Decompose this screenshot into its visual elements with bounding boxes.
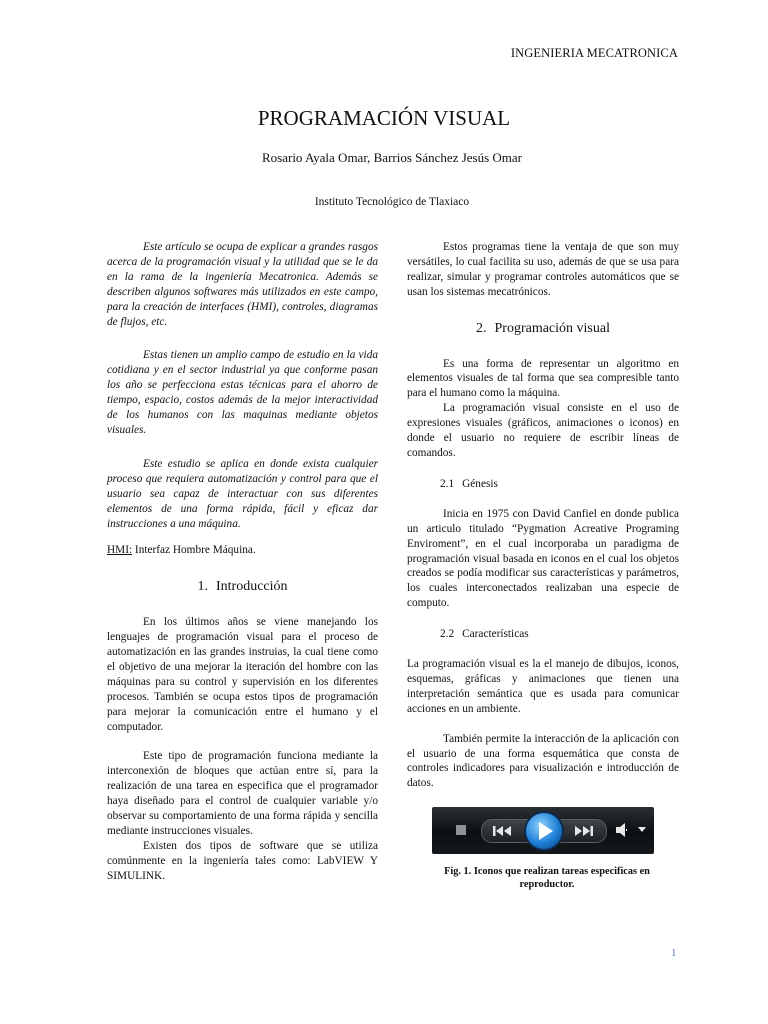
right-column [407, 240, 679, 891]
hmi-definition [107, 543, 378, 558]
media-player-figure [432, 807, 654, 854]
play-icon [524, 811, 564, 851]
hmi-term: HMI: [107, 544, 133, 557]
body-paragraph: La programación visual es la el manejo de dibujos, iconos, esquemas, gráficas y animaciones que tienen una interpretación semántica que es usada para comunicar acciones en un ambiente. [407, 658, 679, 715]
previous-track-icon [490, 822, 516, 840]
abstract-paragraph: Este artículo se ocupa de explicar a grandes rasgos acerca de la programación visual y la utilidad que se le da en la rama de la ingeniería Mecatronica. Además se describen algunos softwares más utilizados en este campo, para la creación de interfaces (HMI), controles, diagramas de flujos, etc. [107, 241, 378, 328]
figure-caption: Fig. 1. Iconos que realizan tareas especificas en reproductor. [444, 866, 650, 890]
subsection-title: Génesis [462, 477, 498, 490]
section-title: Programación visual [494, 320, 610, 336]
body-paragraph: Existen dos tipos de software que se utiliza comúnmente en la ingeniería tales como: LabVIEW Y SIMULINK. [107, 839, 378, 882]
body-paragraph: En los últimos años se viene manejando los lenguajes de programación visual para el proceso de automatización en las grandes instruias, la cual tiene como el objetivo de una mejorar la iteración del hombre con las máquinas para su control y supervisión en los diferentes procesos. También se ocupa estos tipos de programación para mejorar la comunicación entre el humano y el computador. [107, 616, 378, 733]
running-head: INGENIERIA MECATRONICA [510, 46, 678, 60]
subsection-number: 2.2 [440, 628, 455, 641]
section-number: 2. [476, 320, 487, 336]
subsection-title: Características [462, 628, 529, 641]
body-paragraph: Es una forma de representar un algoritmo en elementos visuales de tal forma que sea compresible tanto para el humano como la máquina. [407, 357, 679, 400]
volume-icon [614, 821, 630, 839]
next-track-icon [570, 822, 596, 840]
section-heading-programacion-visual [407, 322, 679, 337]
body-paragraph: Inicia en 1975 con David Canfiel en donde publica un articulo titulado “Pygmation Acreative Programing Enviroment”, en el cual incorporaba un paradigma de programación visual basada en iconos en el cual los objetos creados se podía modificar sus características y parámetros, los cuales interconectados realizaban una especie de computo. [407, 507, 679, 610]
abstract-paragraph: Este estudio se aplica en donde exista cualquier proceso que requiera automatización y control para que el usuario sea capaz de interactuar con sus diferentes elementos de una forma rápida, fácil y eficaz dar instrucciones a una máquina. [107, 457, 378, 530]
left-column [107, 240, 378, 884]
subsection-number: 2.1 [440, 477, 455, 490]
abstract-paragraph: Estas tienen un amplio campo de estudio en la vida cotidiana y en el sector industrial ya que conforme pasan los año se perfecciona estas técnicas para el ahorro de tiempo, espacio, costos además de la mejor interactividad de los humanos con las maquinas mediante objetos visuales. [107, 349, 378, 436]
authors: Rosario Ayala Omar, Barrios Sánchez Jesús Omar [261, 150, 523, 165]
section-heading-introduccion [107, 580, 378, 595]
institute: Instituto Tecnológico de Tlaxiaco [314, 196, 470, 208]
body-paragraph: Este tipo de programación funciona mediante la interconexión de bloques que actúan entre sí, para la realización de una tarea en especifica que el programador haya diseñado para el control de cualquier variable y/o observar su comportamiento de una forma rápida y sencilla mediante instrucciones visuales. [107, 750, 378, 837]
dropdown-arrow-icon [638, 827, 646, 833]
body-paragraph: Estos programas tiene la ventaja de que son muy versátiles, lo cual facilita su uso, además de que se usa para realizar, simular y programar controles automáticos que se usan los sistemas mecatrónicos. [407, 241, 679, 298]
body-paragraph: También permite la interacción de la aplicación con el usuario de una forma esquemática que consta de controles indicadores para visualización e introducción de datos. [407, 732, 679, 790]
body-paragraph: La programación visual consiste en el uso de expresiones visuales (gráficos, animaciones o iconos) en donde el usuario no requiere de escribir líneas de comandos. [407, 402, 679, 459]
subsection-heading-caracteristicas [440, 627, 679, 642]
paper-title: PROGRAMACIÓN VISUAL [257, 106, 511, 131]
page-number: 1 [671, 947, 677, 959]
stop-icon [456, 825, 466, 835]
section-number: 1. [197, 579, 208, 595]
subsection-heading-genesis [440, 477, 679, 492]
section-title: Introducción [215, 579, 288, 595]
hmi-meaning: Interfaz Hombre Máquina. [132, 544, 256, 557]
